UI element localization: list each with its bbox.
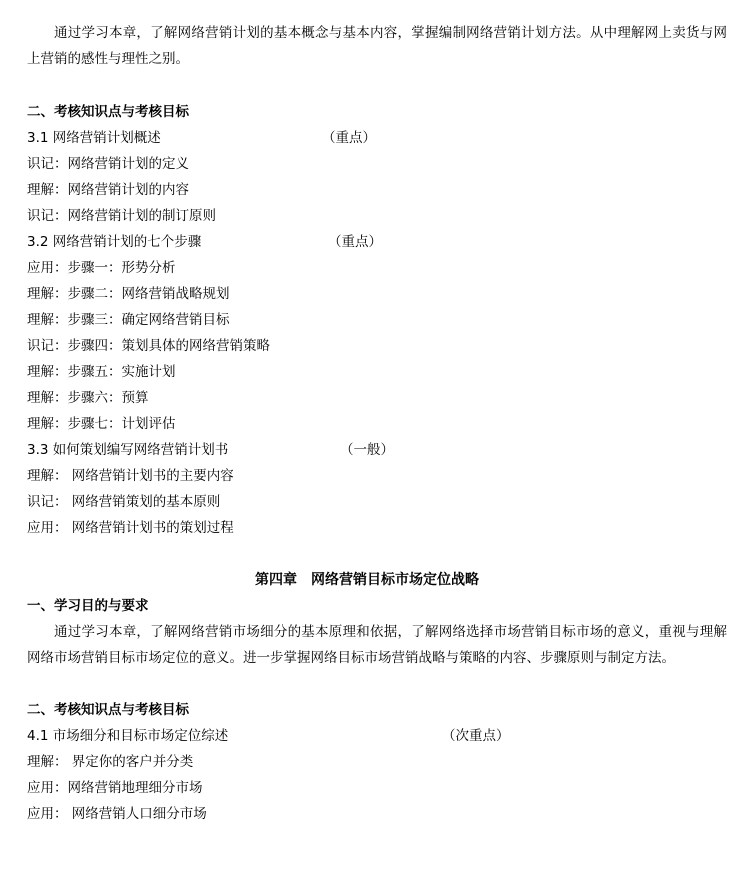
list-item: 理解：网络营销计划的内容	[27, 182, 189, 198]
list-item: 理解：步骤三：确定网络营销目标	[27, 312, 230, 328]
topic-4-1-title: 4.1 市场细分和目标市场定位综述	[27, 728, 229, 744]
list-item: 理解： 界定你的客户并分类	[27, 754, 194, 770]
topic-3-2-title: 3.2 网络营销计划的七个步骤	[27, 234, 202, 250]
topic-3-2-level: （重点）	[328, 234, 382, 250]
list-item: 理解：步骤五：实施计划	[27, 364, 176, 380]
list-item: 理解：步骤六：预算	[27, 390, 149, 406]
list-item: 识记：步骤四：策划具体的网络营销策略	[27, 338, 270, 354]
topic-3-3-level: （一般）	[340, 442, 394, 458]
chapter-title: 第四章 网络营销目标市场定位战略	[255, 572, 479, 588]
topic-3-1-title: 3.1 网络营销计划概述	[27, 130, 161, 146]
topic-3-3-title: 3.3 如何策划编写网络营销计划书	[27, 442, 229, 458]
intro-paragraph: 通过学习本章，了解网络营销计划的基本概念与基本内容，掌握编制网络营销计划方法。从中理解网上卖货与网上营销的感性与理性之别。	[27, 25, 727, 67]
list-item: 应用： 网络营销计划书的策划过程	[27, 520, 234, 536]
list-item: 应用： 网络营销人口细分市场	[27, 806, 207, 822]
section-heading-objectives: 一、学习目的与要求	[27, 598, 149, 614]
chapter4-paragraph: 通过学习本章，了解网络营销市场细分的基本原理和依据，了解网络选择市场营销目标市场的意义，重视与理解网络市场营销目标市场定位的意义。进一步掌握网络目标市场营销战略与策略的内容、步骤原则与制定方法。	[27, 624, 727, 666]
list-item: 识记： 网络营销策划的基本原则	[27, 494, 221, 510]
list-item: 应用：网络营销地理细分市场	[27, 780, 203, 796]
list-item: 识记：网络营销计划的定义	[27, 156, 189, 172]
list-item: 理解：步骤七：计划评估	[27, 416, 176, 432]
section-heading-assessment-ch4: 二、考核知识点与考核目标	[27, 702, 189, 718]
section-heading-assessment: 二、考核知识点与考核目标	[27, 104, 189, 120]
topic-3-1-level: （重点）	[322, 130, 376, 146]
list-item: 识记：网络营销计划的制订原则	[27, 208, 216, 224]
topic-4-1-level: （次重点）	[442, 728, 510, 744]
list-item: 应用：步骤一：形势分析	[27, 260, 176, 276]
list-item: 理解： 网络营销计划书的主要内容	[27, 468, 234, 484]
list-item: 理解：步骤二：网络营销战略规划	[27, 286, 230, 302]
